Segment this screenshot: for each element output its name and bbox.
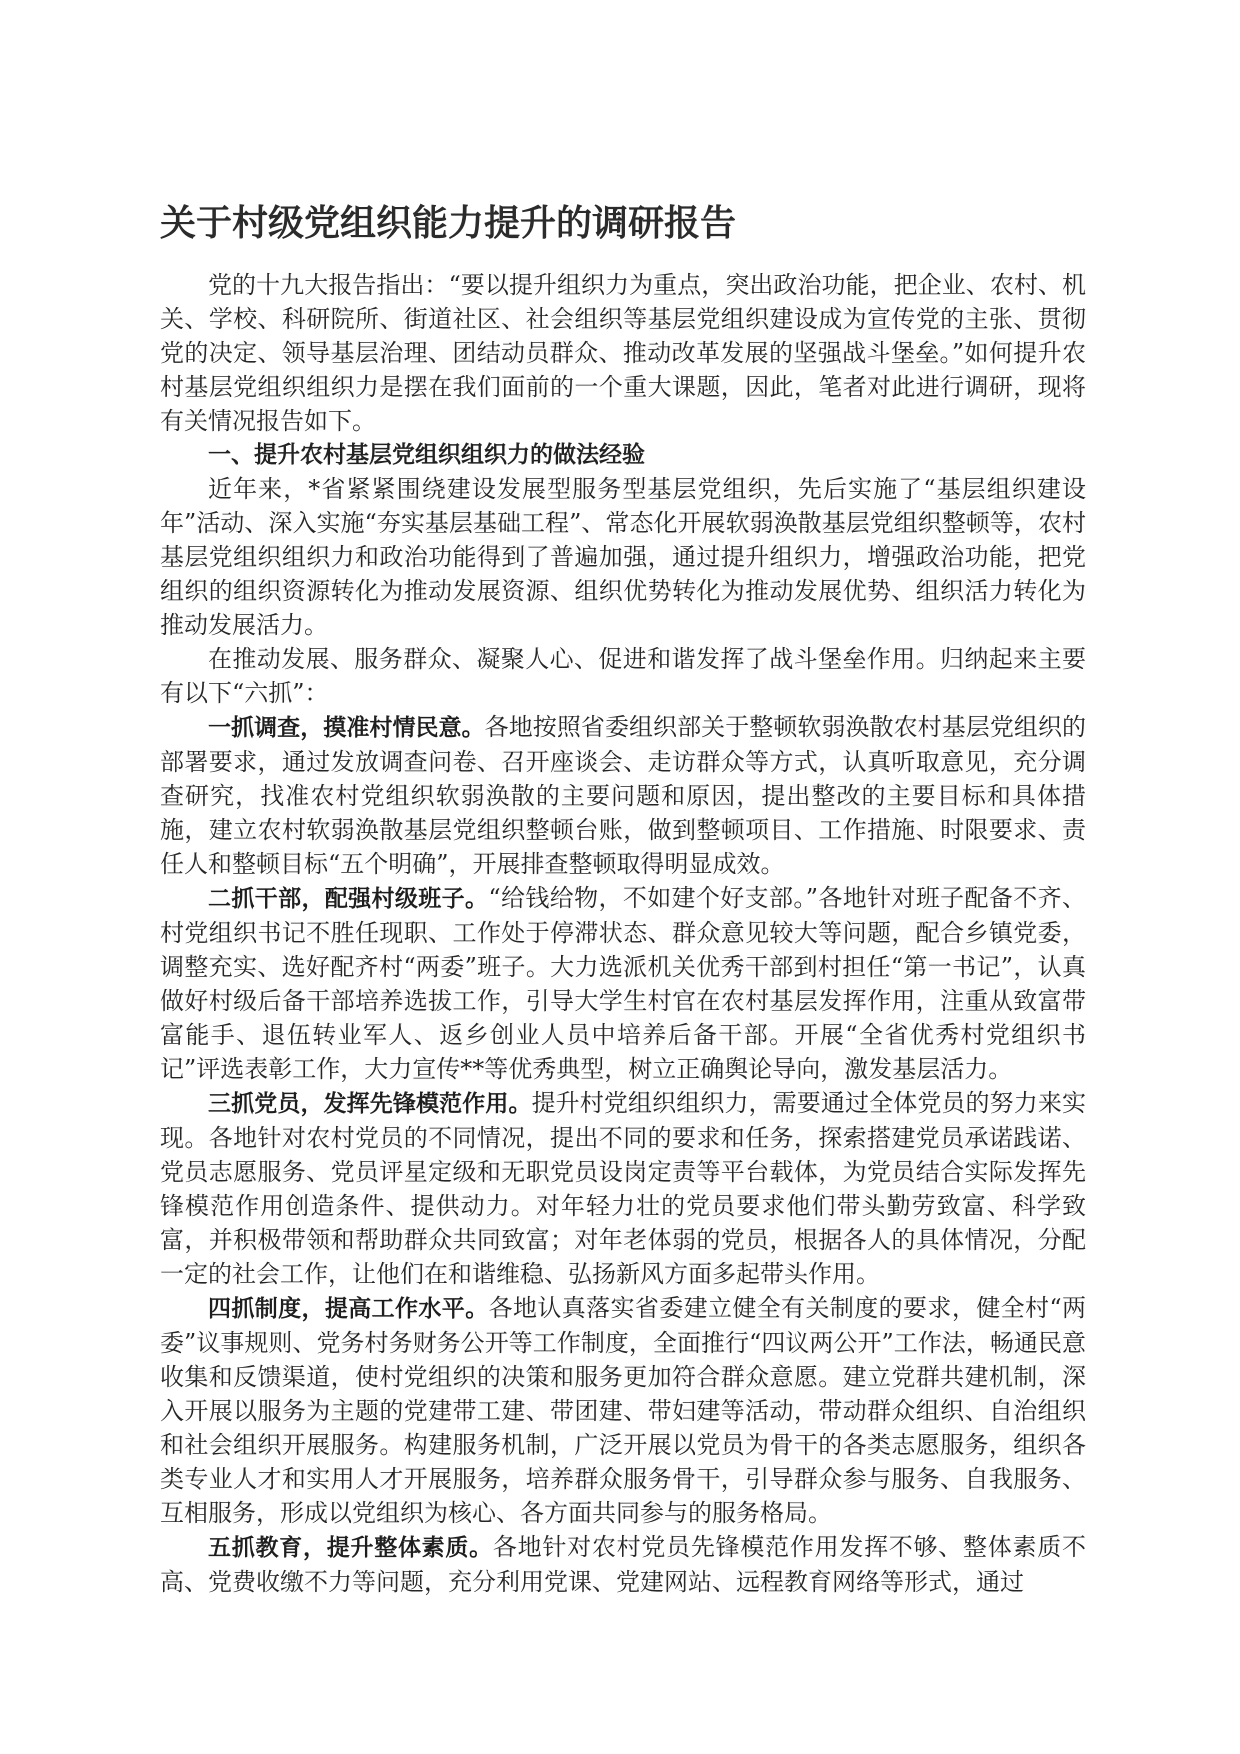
point-paragraph-3 (160, 1086, 1086, 1291)
body-paragraph: 在推动发展、服务群众、凝聚人心、促进和谐发挥了战斗堡垒作用。归纳起来主要有以下“六抓”： (160, 645, 1086, 707)
document-body (160, 268, 1086, 1599)
point-text: “给钱给物，不如建个好支部。”各地针对班子配备不齐、村党组织书记不胜任现职、工作处于停滞状态、群众意见较大等问题，配合乡镇党委，调整充实、选好配齐村“两委”班子。大力选派机关优秀干部到村担任“第一书记”，认真做好村级后备干部培养选拔工作，引导大学生村官在农村基层发挥作用，注重从致富带富能手、退伍转业军人、返乡创业人员中培养后备干部。开展“全省优秀村党组织书记”评选表彰工作，大力宣传**等优秀典型，树立正确舆论导向，激发基层活力。 (160, 884, 1087, 1083)
document-title: 关于村级党组织能力提升的调研报告 (160, 203, 737, 244)
point-paragraph-4 (160, 1291, 1086, 1530)
point-text: 各地按照省委组织部关于整顿软弱涣散农村基层党组织的部署要求，通过发放调查问卷、召开座谈会、走访群众等方式，认真听取意见，充分调查研究，找准农村党组织软弱涣散的主要问题和原因，提出整改的主要目标和具体措施，建立农村软弱涣散基层党组织整顿台账，做到整顿项目、工作措施、时限要求、责任人和整顿目标“五个明确”，开展排查整顿取得明显成效。 (160, 713, 1087, 878)
point-paragraph-2 (160, 881, 1086, 1086)
section-heading: 一、提升农村基层党组织组织力的做法经验 (208, 442, 645, 468)
point-text: 提升村党组织组织力，需要通过全体党员的努力来实现。各地针对农村党员的不同情况，提出不同的要求和任务，探索搭建党员承诺践诺、党员志愿服务、党员评星定级和无职党员设岗定责等平台载体，为党员结合实际发挥先锋模范作用创造条件、提供动力。对年轻力壮的党员要求他们带头勤劳致富、科学致富，并积极带领和帮助群众共同致富；对年老体弱的党员，根据各人的具体情况，分配一定的社会工作，让他们在和谐维稳、弘扬新风方面多起带头作用。 (160, 1089, 1087, 1288)
point-text: 各地针对农村党员先锋模范作用发挥不够、整体素质不高、党费收缴不力等问题，充分利用党课、党建网站、远程教育网络等形式，通过 (160, 1533, 1087, 1596)
point-paragraph-1 (160, 710, 1086, 881)
point-text: 各地认真落实省委建立健全有关制度的要求，健全村“两委”议事规则、党务村务财务公开等工作制度，全面推行“四议两公开”工作法，畅通民意收集和反馈渠道，使村党组织的决策和服务更加符合群众意愿。建立党群共建机制，深入开展以服务为主题的党建带工建、带团建、带妇建等活动，带动群众组织、自治组织和社会组织开展服务。构建服务机制，广泛开展以党员为骨干的各类志愿服务，组织各类专业人才和实用人才开展服务，培养群众服务骨干，引导群众参与服务、自我服务、互相服务，形成以党组织为核心、各方面共同参与的服务格局。 (160, 1294, 1086, 1527)
point-lead: 五抓教育，提升整体素质。 (208, 1535, 493, 1561)
point-lead: 一抓调查，摸准村情民意。 (208, 715, 485, 741)
point-lead: 二抓干部，配强村级班子。 (208, 886, 489, 912)
point-lead: 三抓党员，发挥先锋模范作用。 (208, 1091, 532, 1117)
intro-paragraph: 党的十九大报告指出：“要以提升组织力为重点，突出政治功能，把企业、农村、机关、学校、科研院所、街道社区、社会组织等基层党组织建设成为宣传党的主张、贯彻党的决定、领导基层治理、团结动员群众、推动改革发展的坚强战斗堡垒。”如何提升农村基层党组织组织力是摆在我们面前的一个重大课题，因此，笔者对此进行调研，现将有关情况报告如下。 (160, 271, 1086, 435)
body-paragraph: 近年来，*省紧紧围绕建设发展型服务型基层党组织，先后实施了“基层组织建设年”活动、深入实施“夯实基层基础工程”、常态化开展软弱涣散基层党组织整顿等，农村基层党组织组织力和政治功能得到了普遍加强，通过提升组织力，增强政治功能，把党组织的组织资源转化为推动发展资源、组织优势转化为推动发展优势、组织活力转化为推动发展活力。 (160, 475, 1086, 639)
point-lead: 四抓制度，提高工作水平。 (208, 1296, 489, 1322)
point-paragraph-5 (160, 1530, 1086, 1599)
